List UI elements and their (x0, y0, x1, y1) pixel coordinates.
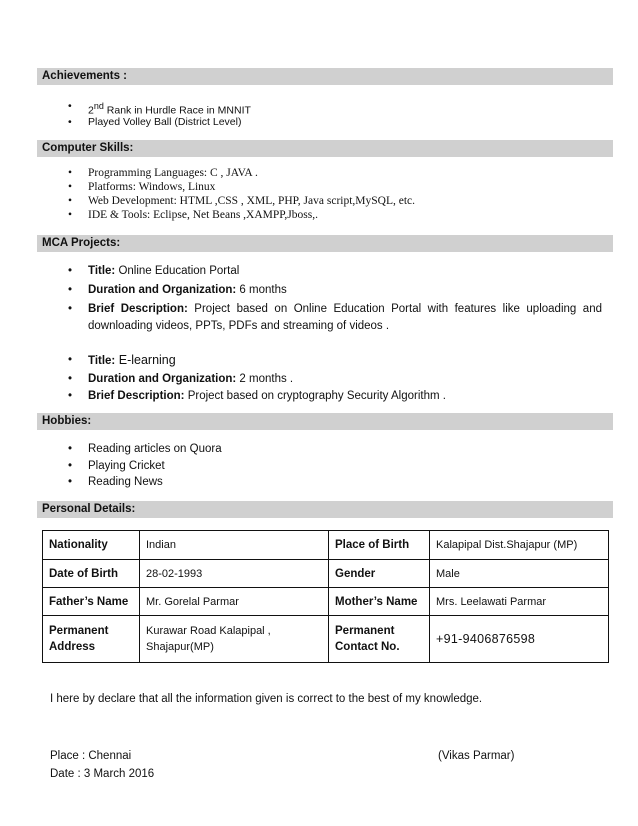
table-cell: Date of Birth (43, 560, 140, 588)
table-cell: Father’s Name (43, 588, 140, 616)
place-text: Place : Chennai (50, 750, 132, 762)
table-cell: Mrs. Leelawati Parmar (430, 588, 609, 616)
list-item: • Duration and Organization: 2 months . (65, 371, 446, 388)
list-item: • Playing Cricket (65, 458, 222, 475)
hobbies-list (65, 441, 222, 491)
list-item: • Reading News (65, 474, 222, 491)
table-row (43, 560, 609, 588)
table-cell: Permanent Address (43, 616, 140, 663)
table-cell: Kurawar Road Kalapipal , Shajapur(MP) (140, 616, 329, 663)
list-item: • 2nd Rank in Hurdle Race in MNNIT (65, 98, 251, 114)
personal-details-table (42, 530, 609, 663)
signature-name: (Vikas Parmar) (438, 750, 515, 762)
table-cell: Male (430, 560, 609, 588)
project-2-list (65, 352, 446, 405)
achievements-heading: Achievements : (37, 68, 613, 85)
skills-list (65, 166, 415, 222)
hobbies-heading: Hobbies: (37, 413, 613, 430)
declaration-text: I here by declare that all the information given is correct to the best of my knowledge. (50, 693, 483, 705)
computer-skills-heading: Computer Skills: (37, 140, 613, 157)
table-cell: 28-02-1993 (140, 560, 329, 588)
list-item: • Web Development: HTML ,CSS , XML, PHP, Java script,MySQL, etc. (65, 194, 415, 208)
table-cell: Nationality (43, 531, 140, 560)
list-item: • Title: E-learning (65, 352, 446, 370)
table-cell: Gender (329, 560, 430, 588)
table-row (43, 588, 609, 616)
list-item: • Played Volley Ball (District Level) (65, 114, 251, 130)
list-item: • Platforms: Windows, Linux (65, 180, 415, 194)
mca-projects-heading: MCA Projects: (37, 235, 613, 252)
table-cell: Place of Birth (329, 531, 430, 560)
table-cell: Mr. Gorelal Parmar (140, 588, 329, 616)
date-text: Date : 3 March 2016 (50, 768, 155, 780)
personal-details-heading: Personal Details: (37, 501, 613, 518)
table-cell: Indian (140, 531, 329, 560)
list-item: • IDE & Tools: Eclipse, Net Beans ,XAMPP,Jboss,. (65, 208, 415, 222)
achievements-list (65, 98, 251, 130)
list-item: • Brief Description: Project based on Online Education Portal with features like uploading and downloading videos, PPTs, PDFs and streaming of videos . (65, 301, 602, 335)
list-item: • Programming Languages: C , JAVA . (65, 166, 415, 180)
table-row (43, 531, 609, 560)
table-cell: Permanent Contact No. (329, 616, 430, 663)
table-cell: Kalapipal Dist.Shajapur (MP) (430, 531, 609, 560)
list-item: • Reading articles on Quora (65, 441, 222, 458)
project-1-list (65, 263, 602, 335)
table-row (43, 616, 609, 663)
table-cell: Mother’s Name (329, 588, 430, 616)
list-item: • Brief Description: Project based on cryptography Security Algorithm . (65, 388, 446, 405)
table-cell: +91-9406876598 (430, 616, 609, 663)
list-item: • Title: Online Education Portal (65, 263, 602, 280)
list-item: • Duration and Organization: 6 months (65, 282, 602, 299)
